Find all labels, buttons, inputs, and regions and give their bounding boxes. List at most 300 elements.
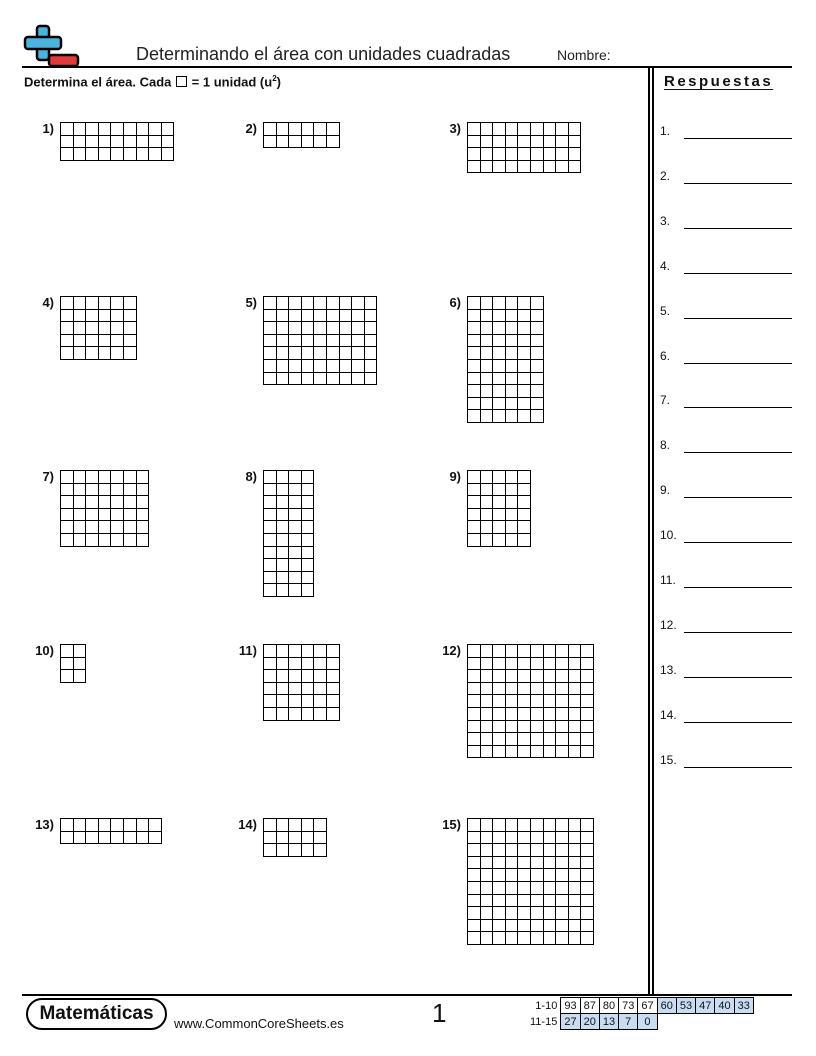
- grid-cell: [556, 658, 569, 671]
- grid-cell: [61, 496, 74, 509]
- grid-cell: [544, 733, 557, 746]
- grid-cell: [277, 572, 290, 585]
- grid-cell: [302, 572, 315, 585]
- grid-cell: [506, 136, 519, 149]
- grid-cell: [289, 347, 302, 360]
- grid-cell: [314, 683, 327, 696]
- grid-cell: [506, 322, 519, 335]
- grid-cell: [531, 932, 544, 945]
- grid-cell: [61, 335, 74, 348]
- grid-cell: [518, 373, 531, 386]
- grid-cell: [86, 521, 99, 534]
- score-key-value: 40: [715, 998, 734, 1014]
- grid-cell: [506, 932, 519, 945]
- grid-cell: [518, 658, 531, 671]
- grid-cell: [481, 708, 494, 721]
- grid-cell: [468, 708, 481, 721]
- unit-grid: [60, 644, 86, 683]
- grid-cell: [518, 857, 531, 870]
- grid-cell: [506, 658, 519, 671]
- grid-cell: [302, 695, 315, 708]
- grid-cell: [556, 670, 569, 683]
- grid-cell: [365, 335, 378, 348]
- grid-cell: [468, 335, 481, 348]
- grid-cell: [493, 521, 506, 534]
- grid-cell: [518, 521, 531, 534]
- answer-blank[interactable]: [684, 722, 792, 723]
- grid-cell: [569, 683, 582, 696]
- grid-cell: [493, 385, 506, 398]
- grid-cell: [327, 136, 340, 149]
- grid-cell: [289, 322, 302, 335]
- grid-cell: [569, 695, 582, 708]
- grid-cell: [124, 322, 137, 335]
- grid-cell: [277, 471, 290, 484]
- answer-blank[interactable]: [684, 452, 792, 453]
- grid-cell: [111, 496, 124, 509]
- grid-cell: [481, 907, 494, 920]
- grid-cell: [352, 322, 365, 335]
- grid-cell: [468, 844, 481, 857]
- grid-cell: [327, 670, 340, 683]
- grid-cell: [481, 819, 494, 832]
- problem-number: 11): [238, 643, 257, 658]
- answer-row: [660, 618, 792, 636]
- grid-cell: [556, 895, 569, 908]
- grid-cell: [544, 819, 557, 832]
- grid-cell: [581, 645, 594, 658]
- grid-cell: [124, 148, 137, 161]
- grid-cell: [569, 832, 582, 845]
- grid-cell: [518, 161, 531, 174]
- grid-cell: [506, 695, 519, 708]
- problem-8: [245, 469, 314, 597]
- grid-cell: [314, 373, 327, 386]
- grid-cell: [531, 869, 544, 882]
- grid-cell: [277, 844, 290, 857]
- grid-cell: [137, 471, 150, 484]
- grid-cell: [544, 882, 557, 895]
- grid-cell: [264, 559, 277, 572]
- grid-cell: [74, 335, 87, 348]
- grid-cell: [493, 373, 506, 386]
- grid-cell: [74, 297, 87, 310]
- grid-cell: [481, 932, 494, 945]
- answer-row: [660, 349, 792, 367]
- problem-7: [42, 469, 149, 547]
- grid-cell: [493, 322, 506, 335]
- grid-cell: [506, 148, 519, 161]
- unit-grid: [263, 818, 327, 857]
- instructions-superscript: 2: [272, 74, 277, 83]
- grid-cell: [277, 670, 290, 683]
- grid-cell: [493, 136, 506, 149]
- grid-cell: [264, 708, 277, 721]
- grid-cell: [277, 559, 290, 572]
- score-key-value: 20: [580, 1014, 599, 1030]
- grid-cell: [581, 658, 594, 671]
- site-url: www.CommonCoreSheets.es: [174, 1016, 344, 1031]
- answer-number: 7.: [660, 393, 671, 408]
- grid-cell: [327, 658, 340, 671]
- grid-cell: [493, 398, 506, 411]
- grid-cell: [493, 844, 506, 857]
- grid-cell: [569, 708, 582, 721]
- grid-cell: [61, 484, 74, 497]
- grid-cell: [264, 832, 277, 845]
- grid-cell: [481, 410, 494, 423]
- grid-cell: [506, 373, 519, 386]
- grid-cell: [544, 721, 557, 734]
- grid-cell: [264, 136, 277, 149]
- grid-cell: [556, 857, 569, 870]
- answer-blank[interactable]: [684, 542, 792, 543]
- grid-cell: [544, 895, 557, 908]
- grid-cell: [99, 297, 112, 310]
- grid-cell: [481, 322, 494, 335]
- grid-cell: [327, 373, 340, 386]
- grid-cell: [61, 310, 74, 323]
- grid-cell: [531, 721, 544, 734]
- problem-14: [238, 817, 327, 857]
- answer-blank[interactable]: [684, 497, 792, 498]
- grid-cell: [264, 658, 277, 671]
- instructions-prefix: Determina el área. Cada: [24, 74, 172, 90]
- grid-cell: [518, 832, 531, 845]
- grid-cell: [481, 695, 494, 708]
- grid-cell: [61, 670, 74, 683]
- grid-cell: [556, 148, 569, 161]
- answer-blank[interactable]: [684, 183, 792, 184]
- grid-cell: [481, 521, 494, 534]
- grid-cell: [314, 347, 327, 360]
- problem-number: 9): [449, 469, 461, 484]
- grid-cell: [518, 398, 531, 411]
- brand-badge: Matemáticas: [26, 998, 167, 1030]
- answer-blank[interactable]: [684, 228, 792, 229]
- grid-cell: [61, 148, 74, 161]
- answer-number: 4.: [660, 258, 671, 273]
- grid-cell: [149, 832, 162, 845]
- grid-cell: [264, 547, 277, 560]
- grid-cell: [531, 410, 544, 423]
- grid-cell: [86, 471, 99, 484]
- grid-cell: [302, 496, 315, 509]
- grid-cell: [493, 148, 506, 161]
- grid-cell: [556, 721, 569, 734]
- grid-cell: [99, 832, 112, 845]
- grid-cell: [352, 310, 365, 323]
- grid-cell: [544, 869, 557, 882]
- answer-number: 9.: [660, 483, 671, 498]
- grid-cell: [277, 708, 290, 721]
- grid-cell: [556, 161, 569, 174]
- grid-cell: [302, 347, 315, 360]
- grid-cell: [277, 310, 290, 323]
- grid-cell: [506, 471, 519, 484]
- grid-cell: [481, 658, 494, 671]
- grid-cell: [327, 335, 340, 348]
- grid-cell: [264, 310, 277, 323]
- grid-cell: [468, 882, 481, 895]
- grid-cell: [556, 844, 569, 857]
- grid-cell: [468, 819, 481, 832]
- page-title: Determinando el área con unidades cuadradas: [136, 44, 511, 64]
- grid-cell: [569, 148, 582, 161]
- grid-cell: [111, 832, 124, 845]
- grid-cell: [493, 161, 506, 174]
- grid-cell: [314, 670, 327, 683]
- grid-cell: [518, 932, 531, 945]
- answer-number: 2.: [660, 168, 671, 183]
- grid-cell: [581, 708, 594, 721]
- answer-blank[interactable]: [684, 677, 792, 678]
- grid-cell: [314, 322, 327, 335]
- grid-cell: [365, 373, 378, 386]
- unit-grid: [263, 470, 314, 597]
- grid-cell: [506, 410, 519, 423]
- grid-cell: [314, 360, 327, 373]
- grid-cell: [289, 584, 302, 597]
- grid-cell: [506, 746, 519, 759]
- grid-cell: [314, 136, 327, 149]
- grid-cell: [289, 645, 302, 658]
- grid-cell: [556, 869, 569, 882]
- grid-cell: [352, 360, 365, 373]
- grid-cell: [314, 645, 327, 658]
- score-key-value: 0: [638, 1014, 657, 1030]
- grid-cell: [569, 920, 582, 933]
- unit-grid: [60, 296, 137, 360]
- grid-cell: [544, 645, 557, 658]
- grid-cell: [518, 484, 531, 497]
- grid-cell: [531, 645, 544, 658]
- grid-cell: [277, 297, 290, 310]
- grid-cell: [518, 335, 531, 348]
- answer-blank[interactable]: [684, 407, 792, 408]
- grid-cell: [481, 496, 494, 509]
- grid-cell: [518, 496, 531, 509]
- grid-cell: [277, 534, 290, 547]
- grid-cell: [111, 534, 124, 547]
- unit-grid: [263, 122, 340, 148]
- grid-cell: [74, 509, 87, 522]
- grid-cell: [340, 297, 353, 310]
- grid-cell: [340, 360, 353, 373]
- grid-cell: [289, 310, 302, 323]
- answer-blank[interactable]: [684, 587, 792, 588]
- problem-4: [42, 295, 137, 360]
- grid-cell: [468, 733, 481, 746]
- grid-cell: [74, 471, 87, 484]
- grid-cell: [111, 484, 124, 497]
- grid-cell: [327, 297, 340, 310]
- grid-cell: [74, 123, 87, 136]
- answer-blank[interactable]: [684, 767, 792, 768]
- grid-cell: [468, 410, 481, 423]
- grid-cell: [493, 857, 506, 870]
- grid-cell: [99, 819, 112, 832]
- unit-grid: [263, 644, 340, 721]
- grid-cell: [149, 136, 162, 149]
- grid-cell: [302, 645, 315, 658]
- grid-cell: [493, 335, 506, 348]
- grid-cell: [569, 895, 582, 908]
- score-key-value: 7: [619, 1014, 638, 1030]
- grid-cell: [518, 322, 531, 335]
- problem-number: 6): [449, 295, 461, 310]
- grid-cell: [365, 297, 378, 310]
- grid-cell: [277, 819, 290, 832]
- grid-cell: [531, 819, 544, 832]
- grid-cell: [327, 310, 340, 323]
- grid-cell: [124, 347, 137, 360]
- grid-cell: [481, 832, 494, 845]
- grid-cell: [531, 335, 544, 348]
- grid-cell: [569, 658, 582, 671]
- grid-cell: [468, 932, 481, 945]
- grid-cell: [481, 373, 494, 386]
- grid-cell: [531, 882, 544, 895]
- grid-cell: [481, 857, 494, 870]
- grid-cell: [493, 882, 506, 895]
- grid-cell: [481, 645, 494, 658]
- problem-10: [35, 643, 86, 683]
- grid-cell: [314, 695, 327, 708]
- grid-cell: [99, 471, 112, 484]
- grid-cell: [61, 471, 74, 484]
- grid-cell: [289, 484, 302, 497]
- grid-cell: [581, 733, 594, 746]
- grid-cell: [468, 360, 481, 373]
- grid-cell: [264, 335, 277, 348]
- grid-cell: [493, 645, 506, 658]
- grid-cell: [99, 496, 112, 509]
- grid-cell: [531, 832, 544, 845]
- grid-cell: [86, 347, 99, 360]
- problem-number: 13): [35, 817, 54, 832]
- grid-cell: [506, 832, 519, 845]
- grid-cell: [264, 683, 277, 696]
- grid-cell: [481, 733, 494, 746]
- answer-blank[interactable]: [684, 363, 792, 364]
- grid-cell: [61, 819, 74, 832]
- grid-cell: [111, 819, 124, 832]
- grid-cell: [264, 496, 277, 509]
- problem-number: 14): [238, 817, 257, 832]
- problem-3: [449, 121, 581, 173]
- grid-cell: [289, 471, 302, 484]
- problem-number: 1): [42, 121, 54, 136]
- grid-cell: [468, 310, 481, 323]
- grid-cell: [493, 534, 506, 547]
- grid-cell: [264, 819, 277, 832]
- grid-cell: [111, 335, 124, 348]
- grid-cell: [506, 496, 519, 509]
- grid-cell: [86, 148, 99, 161]
- grid-cell: [518, 746, 531, 759]
- grid-cell: [124, 534, 137, 547]
- grid-cell: [468, 373, 481, 386]
- answer-blank[interactable]: [684, 273, 792, 274]
- grid-cell: [531, 123, 544, 136]
- grid-cell: [506, 310, 519, 323]
- unit-grid: [60, 122, 174, 161]
- instructions-close: ): [276, 74, 281, 90]
- grid-cell: [581, 932, 594, 945]
- grid-cell: [493, 410, 506, 423]
- grid-cell: [569, 721, 582, 734]
- answer-row: [660, 169, 792, 187]
- grid-cell: [86, 484, 99, 497]
- grid-cell: [137, 123, 150, 136]
- answer-row: [660, 393, 792, 411]
- grid-cell: [544, 670, 557, 683]
- grid-cell: [556, 708, 569, 721]
- grid-cell: [518, 136, 531, 149]
- grid-cell: [468, 148, 481, 161]
- grid-cell: [264, 509, 277, 522]
- grid-cell: [544, 832, 557, 845]
- grid-cell: [493, 733, 506, 746]
- answer-blank[interactable]: [684, 632, 792, 633]
- grid-cell: [518, 819, 531, 832]
- grid-cell: [264, 521, 277, 534]
- problem-number: 15): [442, 817, 461, 832]
- logo-plus-minus-icon: [22, 24, 80, 68]
- grid-cell: [277, 347, 290, 360]
- footer-rule: [22, 994, 792, 996]
- answer-blank[interactable]: [684, 318, 792, 319]
- grid-cell: [162, 136, 175, 149]
- grid-cell: [162, 148, 175, 161]
- grid-cell: [518, 907, 531, 920]
- grid-cell: [493, 297, 506, 310]
- grid-cell: [556, 683, 569, 696]
- grid-cell: [569, 844, 582, 857]
- grid-cell: [481, 136, 494, 149]
- grid-cell: [124, 471, 137, 484]
- grid-cell: [264, 484, 277, 497]
- grid-cell: [581, 683, 594, 696]
- grid-cell: [544, 932, 557, 945]
- grid-cell: [289, 496, 302, 509]
- grid-cell: [468, 385, 481, 398]
- grid-cell: [277, 547, 290, 560]
- grid-cell: [74, 670, 87, 683]
- answer-blank[interactable]: [684, 138, 792, 139]
- grid-cell: [506, 721, 519, 734]
- grid-cell: [340, 310, 353, 323]
- grid-cell: [61, 136, 74, 149]
- grid-cell: [481, 148, 494, 161]
- grid-cell: [327, 645, 340, 658]
- grid-cell: [581, 857, 594, 870]
- grid-cell: [302, 844, 315, 857]
- answer-row: [660, 528, 792, 546]
- answer-row: [660, 214, 792, 232]
- grid-cell: [264, 322, 277, 335]
- problem-1: [42, 121, 174, 161]
- grid-cell: [506, 297, 519, 310]
- grid-cell: [468, 721, 481, 734]
- grid-cell: [264, 373, 277, 386]
- unit-grid: [467, 818, 594, 945]
- grid-cell: [506, 385, 519, 398]
- grid-cell: [99, 322, 112, 335]
- score-key-value: 73: [619, 998, 638, 1014]
- grid-cell: [468, 658, 481, 671]
